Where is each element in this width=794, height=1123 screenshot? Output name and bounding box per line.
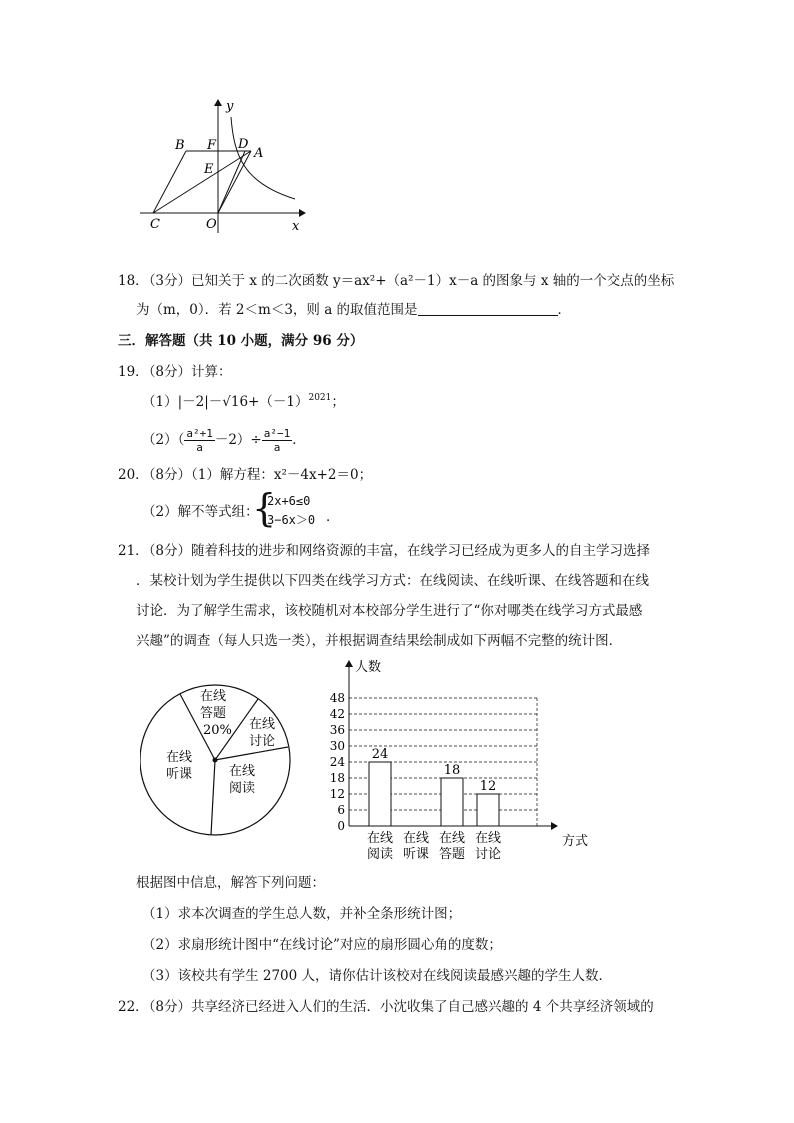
y-tick-label: 36 xyxy=(329,723,345,737)
q18-score: （3分） xyxy=(148,273,192,289)
q19-frac2-numerator: a²−1 xyxy=(263,427,291,440)
geometry-figure xyxy=(135,95,315,235)
q20-score: （8分） xyxy=(148,467,192,483)
pie-discuss-l1: 在线 xyxy=(249,717,276,732)
q20-part2-label: （2）解不等式组： xyxy=(142,504,259,520)
q21-line1-text: 随着科技的进步和网络资源的丰富，在线学习已经成为更多人的自主学习选择 xyxy=(191,543,651,559)
bar xyxy=(441,778,463,826)
q22-line1-text: 共享经济已经进入人们的生活．小沈收集了自己感兴趣的 4 个共享经济领域的 xyxy=(191,999,654,1015)
q18-answer-blank[interactable] xyxy=(418,301,558,316)
q22-number: 22． xyxy=(118,999,149,1015)
segment-BC xyxy=(153,151,186,213)
y-tick-label: 18 xyxy=(329,771,345,785)
segment-CA xyxy=(153,151,251,213)
pie-listen-l1: 在线 xyxy=(166,750,193,765)
q21-score: （8分） xyxy=(148,543,192,559)
y-tick-label: 30 xyxy=(329,739,345,753)
category-label: 讨论 xyxy=(474,847,502,862)
category-label: 答题 xyxy=(438,847,466,862)
bar-chart xyxy=(325,655,605,865)
section3-title: 三．解答题（共 10 小题，满分 96 分） xyxy=(118,333,364,349)
category-label: 在线 xyxy=(438,831,466,846)
q18-number: 18． xyxy=(118,273,149,289)
q21-number: 21． xyxy=(118,543,149,559)
q19-part1-text: |－2|－√16+（－1） xyxy=(177,394,309,410)
pie-read-l1: 在线 xyxy=(229,764,256,779)
pie-divider-4 xyxy=(211,760,215,835)
category-label: 在线 xyxy=(474,831,502,846)
y-tick-label: 12 xyxy=(329,787,345,801)
q21-sub2: （2）求扇形统计图中“在线讨论”对应的扇形圆心角的度数； xyxy=(142,937,502,953)
q20-header xyxy=(118,466,372,484)
q22-line1 xyxy=(118,998,654,1016)
category-label: 在线 xyxy=(402,831,430,846)
category-label: 听课 xyxy=(402,847,430,862)
pie-listen-l2: 听课 xyxy=(166,767,193,782)
q19-intro: 计算： xyxy=(191,364,232,380)
q21-after-chart: 根据图中信息，解答下列问题： xyxy=(136,875,325,891)
q18-line1 xyxy=(118,272,674,290)
q19-part2 xyxy=(142,420,306,460)
q19-part1-exp: 2021 xyxy=(308,393,332,403)
y-tick-label: 0 xyxy=(337,819,345,833)
q19-part2-open: （ xyxy=(177,432,185,448)
segment-OD xyxy=(218,151,245,213)
label-A: A xyxy=(254,146,264,161)
pie-answer-l2: 答题 xyxy=(200,706,227,721)
label-x: x xyxy=(292,219,300,234)
q18-line1-text: 已知关于 x 的二次函数 y＝ax²+（a²－1）x－a 的图象与 x 轴的一个交点的坐标 xyxy=(191,273,675,289)
pie-chart xyxy=(140,665,300,855)
q19-score: （8分） xyxy=(148,364,192,380)
pie-read-l2: 阅读 xyxy=(229,781,256,796)
bar-value-label: 24 xyxy=(371,747,389,762)
q18-line2-text: 为（m，0）．若 2＜m＜3，则 a 的取值范围是 xyxy=(136,302,418,318)
q21-line3: 讨论．为了解学生需求，该校随机对本校部分学生进行了“你对哪类在线学习方式最感 xyxy=(136,603,643,619)
q19-fraction-1 xyxy=(184,427,215,454)
q20-number: 20． xyxy=(118,467,149,483)
q19-frac1-numerator: a²+1 xyxy=(186,427,213,440)
label-y: y xyxy=(226,99,234,114)
q20-inequality-1: 2x+6≤0 xyxy=(267,494,311,508)
label-D: D xyxy=(238,137,249,152)
q20-inequality-2: 3−6x＞0 xyxy=(267,513,316,527)
y-tick-label: 6 xyxy=(337,803,345,817)
q21-sub3: （3）该校共有学生 2700 人，请你估计该校对在线阅读最感兴趣的学生人数． xyxy=(142,968,613,984)
q19-fraction-2 xyxy=(262,427,293,454)
q18-line2 xyxy=(136,301,571,319)
q21-sub1: （1）求本次调查的学生总人数，并补全条形统计图； xyxy=(142,906,462,922)
q21-line2: ．某校计划为学生提供以下四类在线学习方式：在线阅读、在线听课、在线答题和在线 xyxy=(136,573,649,589)
q19-frac1-denominator: a xyxy=(196,441,203,454)
pie-answer-l1: 在线 xyxy=(200,689,227,704)
q22-score: （8分） xyxy=(148,999,192,1015)
category-label: 阅读 xyxy=(366,847,394,862)
bar-value-label: 18 xyxy=(443,763,461,778)
q19-part1-end: ； xyxy=(331,394,345,410)
x-axis-label: 方式 xyxy=(562,834,589,849)
category-label: 在线 xyxy=(366,831,394,846)
q20-brace: { xyxy=(252,486,277,530)
q19-part1-label: （1） xyxy=(142,394,178,410)
q19-part2-mid: －2）÷ xyxy=(214,432,262,448)
q19-frac2-denominator: a xyxy=(273,441,281,454)
q21-line1 xyxy=(118,542,650,560)
q19-header xyxy=(118,363,232,381)
y-tick-label: 48 xyxy=(329,691,345,705)
label-O: O xyxy=(206,217,217,232)
q20-part1: （1）解方程：x²－4x+2＝0； xyxy=(191,467,373,483)
q21-line4: 兴趣”的调查（每人只选一类），并根据调查结果绘制成如下两幅不完整的统计图． xyxy=(136,633,623,649)
q18-line2-end: ． xyxy=(557,302,572,318)
label-E: E xyxy=(204,162,214,177)
label-B: B xyxy=(175,138,185,153)
label-F: F xyxy=(207,138,217,153)
label-C: C xyxy=(150,217,160,232)
q19-part1 xyxy=(142,393,345,411)
y-axis-label: 人数 xyxy=(355,660,382,675)
y-tick-label: 42 xyxy=(329,707,345,721)
pie-discuss-l2: 讨论 xyxy=(249,734,276,749)
y-tick-label: 24 xyxy=(329,755,345,769)
pie-answer-pct: 20% xyxy=(203,723,232,738)
q20-end: ． xyxy=(326,509,340,525)
bar xyxy=(477,794,499,826)
q19-number: 19． xyxy=(118,364,149,380)
bar-value-label: 12 xyxy=(479,779,497,794)
pie-center xyxy=(213,758,218,763)
q19-part2-label: （2） xyxy=(142,432,178,448)
q19-part2-end: ． xyxy=(292,432,306,448)
bar xyxy=(369,762,391,826)
segment-OA xyxy=(218,151,251,213)
